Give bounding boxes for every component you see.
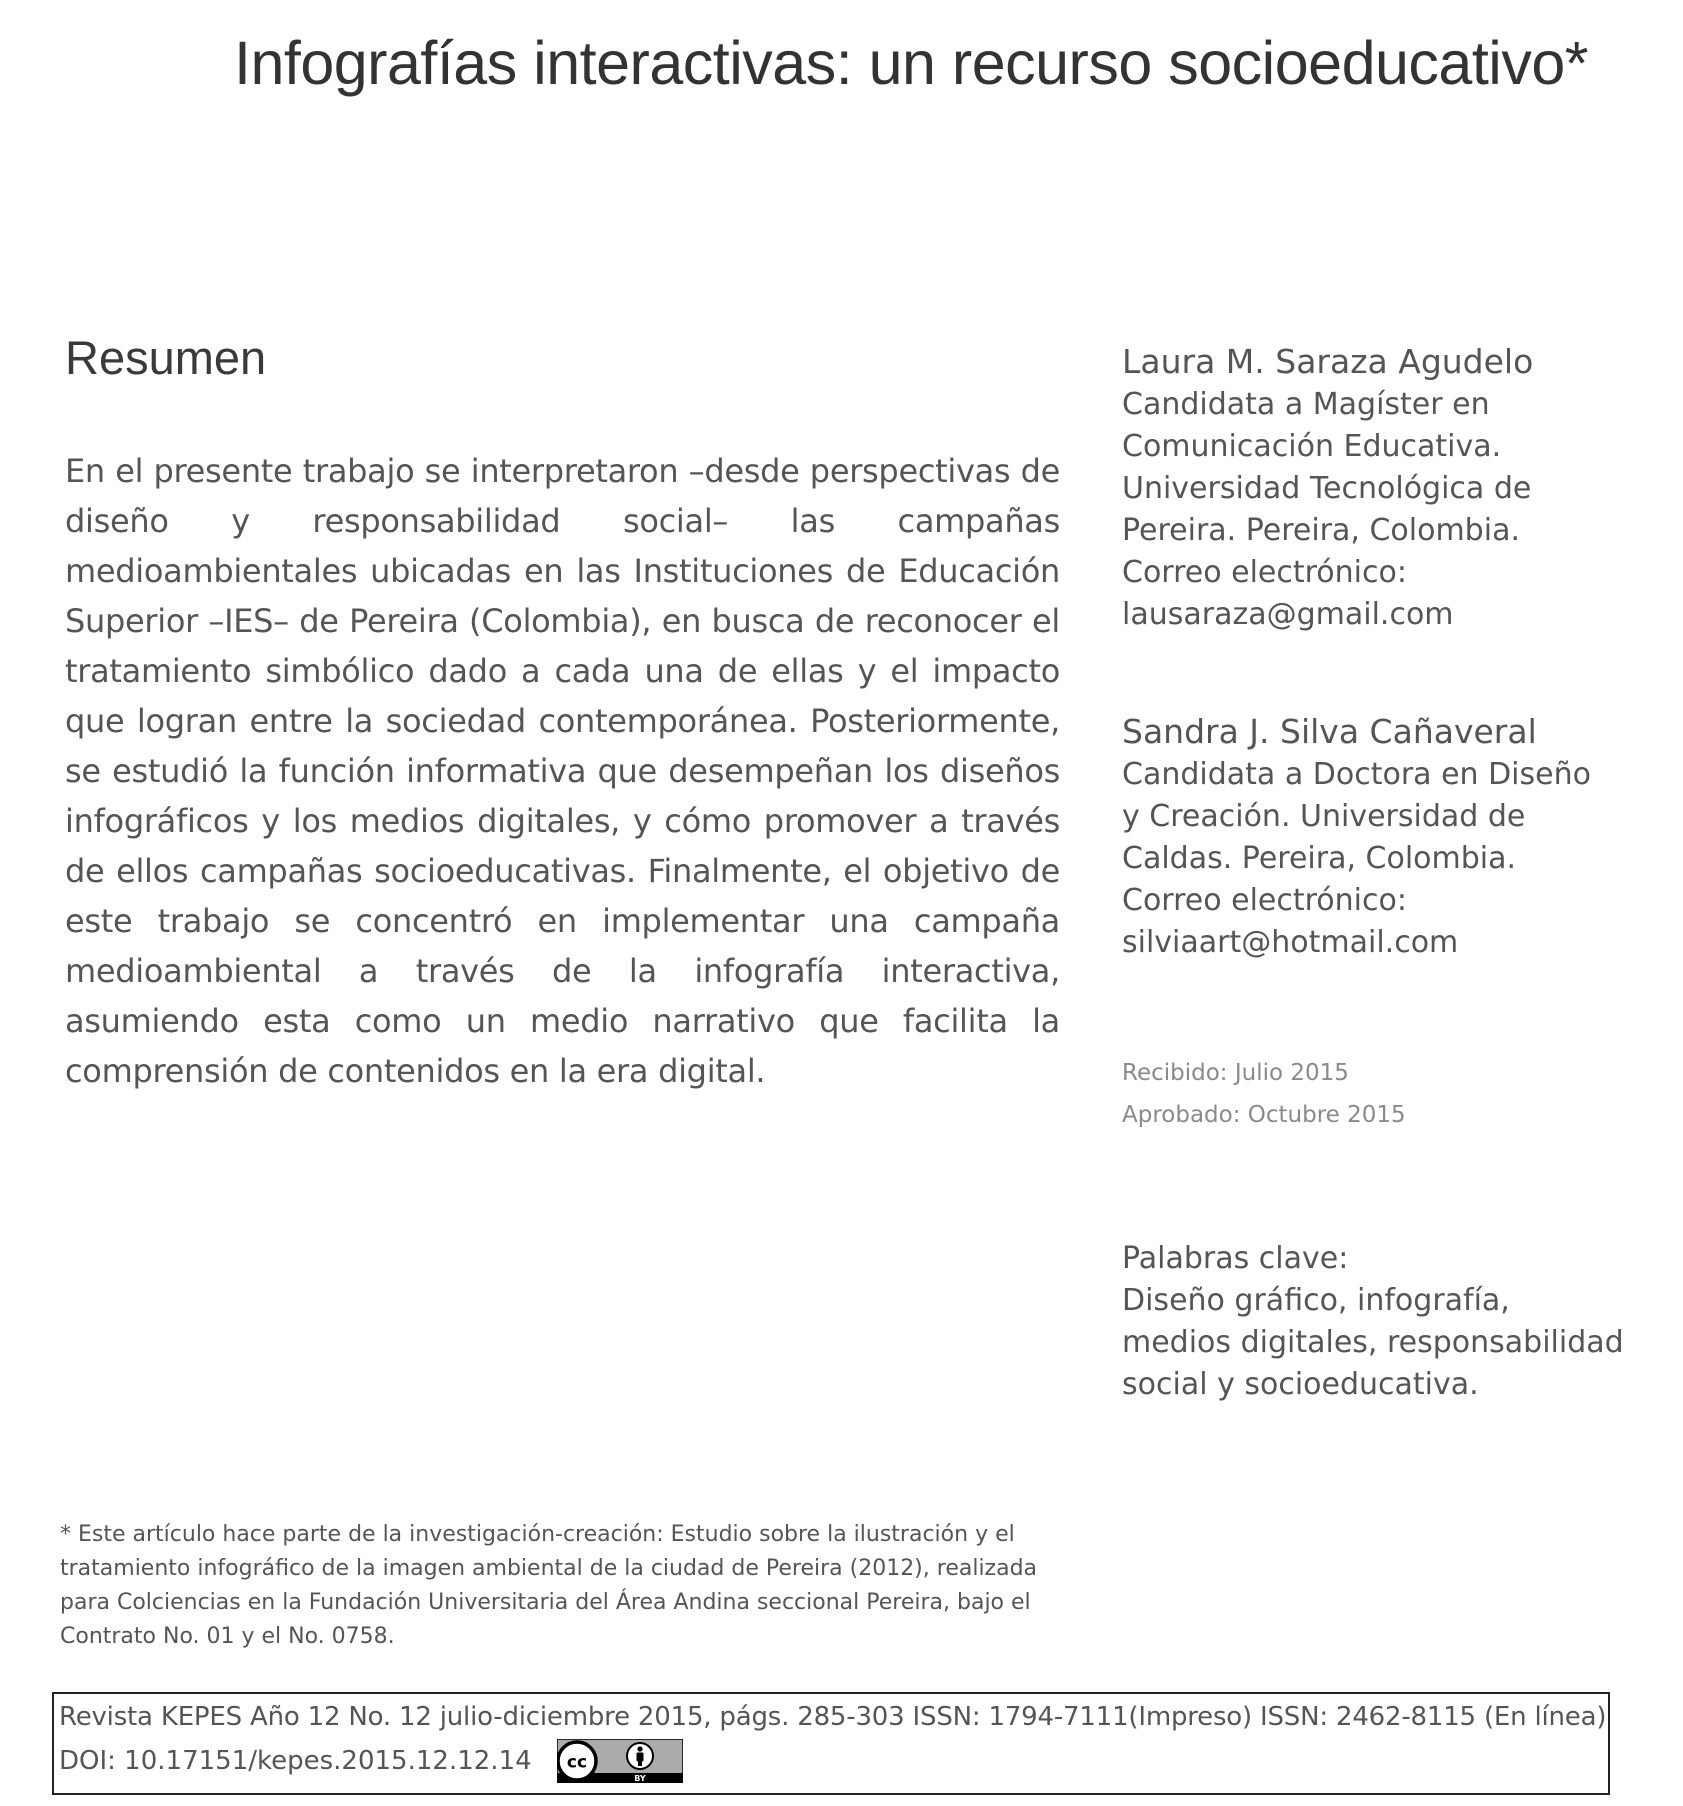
author-affiliation-line: Universidad Tecnológica de	[1122, 471, 1532, 506]
citation-journal-info: Revista KEPES Año 12 No. 12 julio-diciembre 2015, págs. 285-303 ISSN: 1794-7111(Impreso) ISSN: 2462-8115 (En línea)	[59, 1702, 1607, 1732]
keywords-line: social y socioeducativa.	[1122, 1367, 1479, 1402]
footnote-line: Contrato No. 01 y el No. 0758.	[60, 1624, 395, 1649]
approved-date: Aprobado: Octubre 2015	[1122, 1102, 1406, 1128]
cc-label: cc	[566, 1752, 588, 1773]
received-date: Recibido: Julio 2015	[1122, 1060, 1349, 1086]
author-email[interactable]: lausaraza@gmail.com	[1122, 597, 1454, 632]
keywords-label: Palabras clave:	[1122, 1241, 1349, 1276]
keywords-line: medios digitales, responsabilidad	[1122, 1325, 1624, 1360]
author-name: Laura M. Saraza Agudelo	[1122, 342, 1534, 381]
author-email-label: Correo electrónico:	[1122, 883, 1407, 918]
author-email-label: Correo electrónico:	[1122, 555, 1407, 590]
author-affiliation-line: Comunicación Educativa.	[1122, 429, 1502, 464]
abstract-heading: Resumen	[65, 331, 267, 384]
keywords-line: Diseño gráfico, infografía,	[1122, 1283, 1510, 1318]
author-name: Sandra J. Silva Cañaveral	[1122, 712, 1537, 751]
cc-by-license-icon	[557, 1739, 683, 1783]
author-affiliation-line: Pereira. Pereira, Colombia.	[1122, 513, 1520, 548]
footnote-line: tratamiento infográfico de la imagen ambiental de la ciudad de Pereira (2012), realizada	[60, 1556, 1038, 1581]
author-email[interactable]: silviaart@hotmail.com	[1122, 925, 1459, 960]
author-affiliation-line: Candidata a Doctora en Diseño	[1122, 757, 1591, 792]
author-affiliation-line: Candidata a Magíster en	[1122, 387, 1490, 422]
sidebar	[1122, 340, 1667, 1406]
by-label: BY	[634, 1774, 646, 1783]
footnote-line: para Colciencias en la Fundación Universitaria del Área Andina seccional Pereira, bajo el	[60, 1590, 1031, 1615]
keywords-block	[1122, 1238, 1667, 1406]
author-block-1	[1122, 340, 1667, 636]
footnote-line: * Este artículo hace parte de la investigación-creación: Estudio sobre la ilustración y el	[60, 1522, 1015, 1547]
footnote	[60, 1518, 1040, 1654]
article-title: Infografías interactivas: un recurso socioeducativo*	[234, 29, 1589, 97]
dates-block	[1122, 1052, 1667, 1136]
abstract-text: En el presente trabajo se interpretaron –desde perspectivas de diseño y responsabilidad social– las campañas medioambientales ubicadas en las Instituciones de Educación Superior –IES– de Pereira (Colombia), en busca de reconocer el tratamiento simbólico dado a cada una de ellas y el impacto que logran entre la sociedad contemporánea. Posteriormente, se estudió la función informativa que desempeñan los diseños infográficos y los medios digitales, y cómo promover a través de ellos campañas socioeducativas. Finalmente, el objetivo de este trabajo se concentró en implementar una campaña medioambiental a través de la infografía interactiva, asumiendo esta como un medio narrativo que facilita la comprensión de contenidos en la era digital.	[65, 452, 1060, 1090]
author-block-2	[1122, 710, 1667, 964]
citation-doi[interactable]: DOI: 10.17151/kepes.2015.12.12.14	[59, 1746, 532, 1776]
author-affiliation-line: Caldas. Pereira, Colombia.	[1122, 841, 1517, 876]
citation-box	[52, 1692, 1610, 1795]
author-affiliation-line: y Creación. Universidad de	[1122, 799, 1526, 834]
